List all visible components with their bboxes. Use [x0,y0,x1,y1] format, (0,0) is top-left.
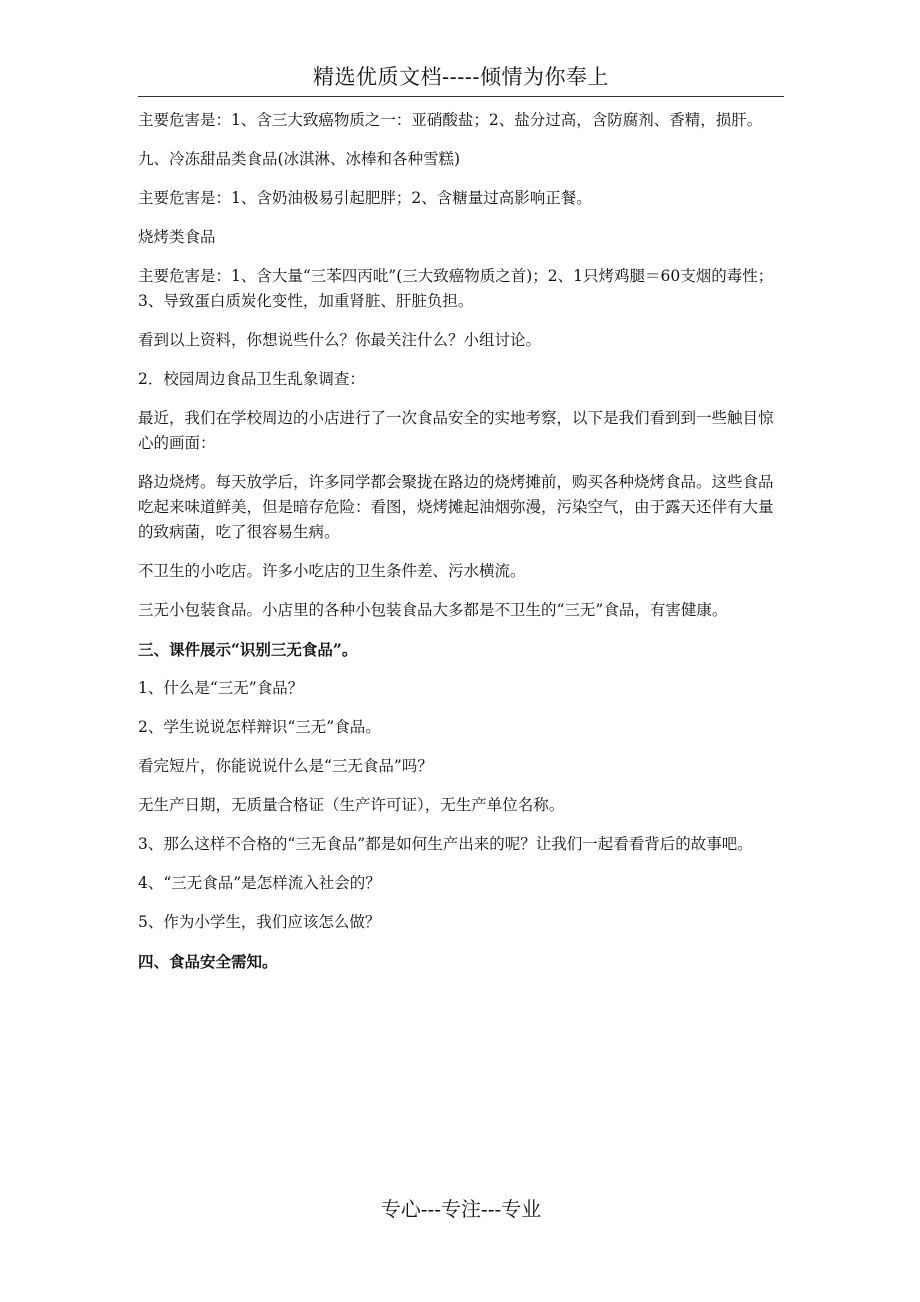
paragraph-question-5: 5、作为小学生，我们应该怎么做？ [138,913,381,931]
paragraph-three-no-definition: 无生产日期，无质量合格证（生产许可证），无生产单位名称。 [138,796,565,814]
section-heading-food-safety: 四、食品安全需知。 [138,952,278,971]
paragraph-discussion-prompt: 看到以上资料，你想说些什么？你最关注什么？小组讨论。 [138,331,542,349]
paragraph-question-4: 4、“三无食品”是怎样流入社会的？ [138,874,381,892]
page-header-title: 精选优质文档-----倾情为你奉上 [313,65,609,89]
paragraph-harm-frozen-desserts: 主要危害是：1、含奶油极易引起肥胖；2、含糖量过高影响正餐。 [138,189,592,207]
paragraph-harm-bbq: 主要危害是：1、含大量“三苯四丙吡”(三大致癌物质之首)；2、1只烤鸡腿＝60支烟的毒性；3、导致蛋白质炭化变性，加重肾脏、肝脏负担。 [138,267,774,310]
paragraph-bbq-heading: 烧烤类食品 [138,228,216,246]
header-divider [138,96,784,97]
paragraph-unsanitary-snack-shop: 不卫生的小吃店。许多小吃店的卫生条件差、污水横流。 [138,562,526,580]
paragraph-question-2: 2、学生说说怎样辩识“三无”食品。 [138,718,381,736]
section-heading-identify-three-no: 三、课件展示“识别三无食品”。 [138,640,358,659]
document-body [138,108,778,988]
paragraph-question-1: 1、什么是“三无”食品？ [138,679,304,697]
paragraph-frozen-desserts-heading: 九、冷冻甜品类食品(冰淇淋、冰棒和各种雪糕) [138,150,461,168]
paragraph-after-video: 看完短片，你能说说什么是“三无食品”吗？ [138,757,433,775]
paragraph-roadside-bbq: 路边烧烤。每天放学后，许多同学都会聚拢在路边的烧烤摊前，购买各种烧烤食品。这些食品吃起来味道鲜美，但是暗存危险：看图，烧烤摊起油烟弥漫，污染空气，由于露天还伴有大量的致病菌，吃了很容易生病。 [138,473,774,541]
paragraph-survey-heading: 2．校园周边食品卫生乱象调查： [138,370,365,388]
paragraph-three-no-packaged-food: 三无小包装食品。小店里的各种小包装食品大多都是不卫生的“三无”食品，有害健康。 [138,601,728,619]
paragraph-harm-preserved-food: 主要危害是：1、含三大致癌物质之一：亚硝酸盐；2、盐分过高，含防腐剂、香精，损肝。 [138,111,763,129]
paragraph-question-3: 3、那么这样不合格的“三无食品”都是如何生产出来的呢？让我们一起看看背后的故事吧。 [138,835,753,853]
paragraph-survey-intro: 最近，我们在学校周边的小店进行了一次食品安全的实地考察，以下是我们看到到一些触目惊心的画面： [138,409,774,452]
page-footer: 专心---专注---专业 [380,1197,542,1221]
